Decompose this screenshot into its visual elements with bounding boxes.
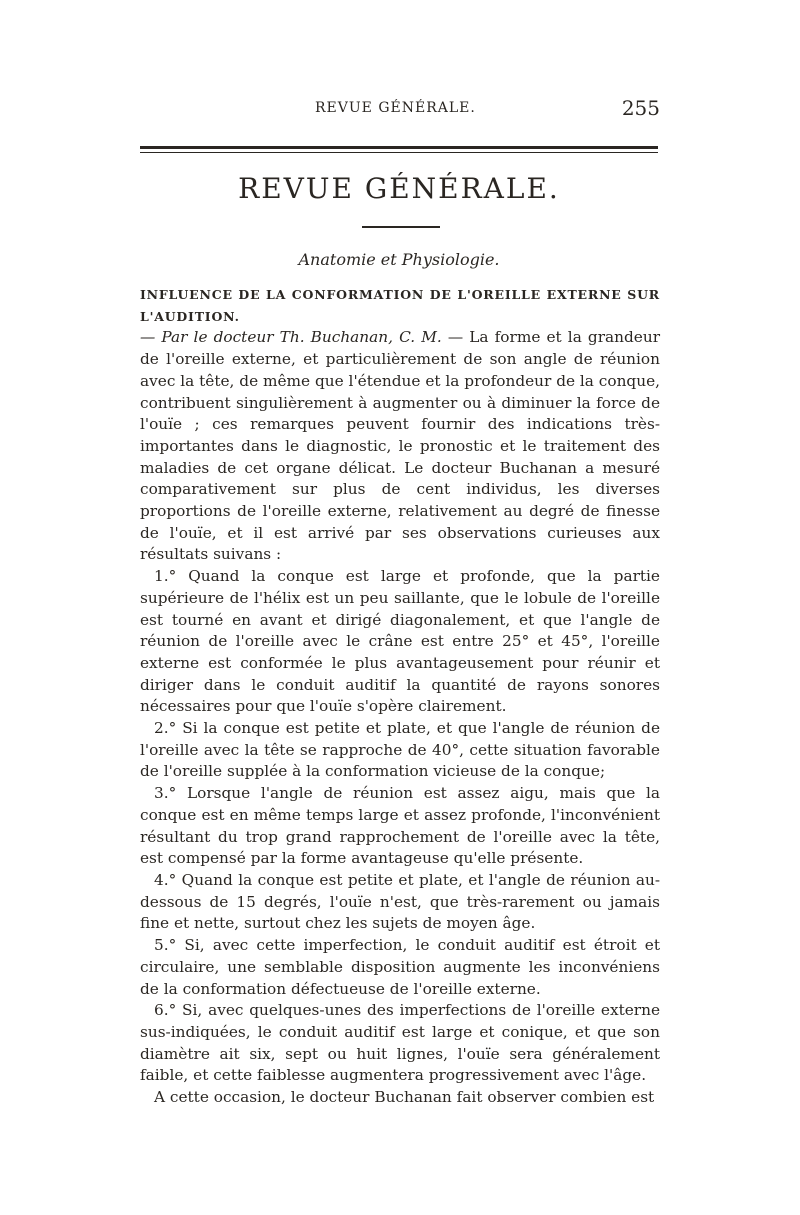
paragraph-4: 4.° Quand la conque est petite et plate, et l'angle de réunion au-dessous de 15 degrés, l'ouïe n'est, que très-rarement ou jamais fine et nette, surtout chez les sujets de moyen âge. <box>140 870 660 933</box>
paragraph-5: 5.° Si, avec cette imperfection, le conduit auditif est étroit et circulaire, une semblable disposition augmente les inconvéniens de la conformation défectueuse de l'oreille externe. <box>140 936 660 998</box>
article-byline: — Par le docteur Th. Buchanan, C. M. <box>140 328 442 347</box>
section-title: Anatomie et Physiologie. <box>298 250 500 269</box>
article-headline: INFLUENCE DE LA CONFORMATION DE L'OREILLE EXTERNE SUR L'AUDITION. <box>140 287 660 324</box>
page-number: 255 <box>621 96 660 120</box>
title-divider <box>362 226 440 228</box>
header-rule-thin <box>140 152 658 153</box>
paragraph-1: 1.° Quand la conque est large et profonde, que la partie supérieure de l'hélix est un peu saillante, que le lobule de l'oreille est tourné en avant et dirigé diagonalement, et que l'angle de réunion de l'oreille avec le crâne est entre 25° et 45°, l'oreille externe est conformée le plus avantageusement pour réunir et diriger dans le conduit auditif la quantité de rayons sonores nécessaires pour que l'ouïe s'opère clairement. <box>140 567 660 716</box>
paragraph-2: 2.° Si la conque est petite et plate, et que l'angle de réunion de l'oreille avec la tête se rapproche de 40°, cette situation favorable de l'oreille supplée à la conformation vicieuse de la conque; <box>140 719 660 781</box>
paragraph-6: 6.° Si, avec quelques-unes des imperfections de l'oreille externe sus-indiquées, le conduit auditif est large et conique, et que son diamètre ait six, sept ou huit lignes, l'ouïe sera généralement faible, et cette faiblesse augmentera progressivement avec l'âge. <box>140 1001 660 1085</box>
article-intro: — La forme et la grandeur de l'oreille externe, et particulièrement de son angle de réunion avec la tête, de même que l'étendue et la profondeur de la conque, contribuent singulièrement à augmenter ou à diminuer la force de l'ouïe ; ces remarques peuvent fournir des indications très-importantes dans le diagnostic, le pronostic et le traitement des maladies de cet organe délicat. Le docteur Buchanan a mesuré comparativement sur plus de cent individus, les diverses proportions de l'oreille externe, relativement au degré de finesse de l'ouïe, et il est arrivé par ses observations curieuses aux résultats suivans : <box>140 328 661 564</box>
article-intro-paragraph <box>140 284 660 566</box>
article-body <box>140 284 660 1109</box>
paragraph-7: A cette occasion, le docteur Buchanan fait observer combien est <box>154 1088 655 1107</box>
paragraph-3: 3.° Lorsque l'angle de réunion est assez aigu, mais que la conque est en même temps large et assez profonde, l'inconvénient résultant du trop grand rapprochement de l'oreille avec la tête, est compensé par la forme avantageuse qu'elle présente. <box>140 784 660 868</box>
header-rule-thick <box>140 146 658 149</box>
page-title: REVUE GÉNÉRALE. <box>238 172 560 205</box>
running-title: REVUE GÉNÉRALE. <box>315 100 476 116</box>
